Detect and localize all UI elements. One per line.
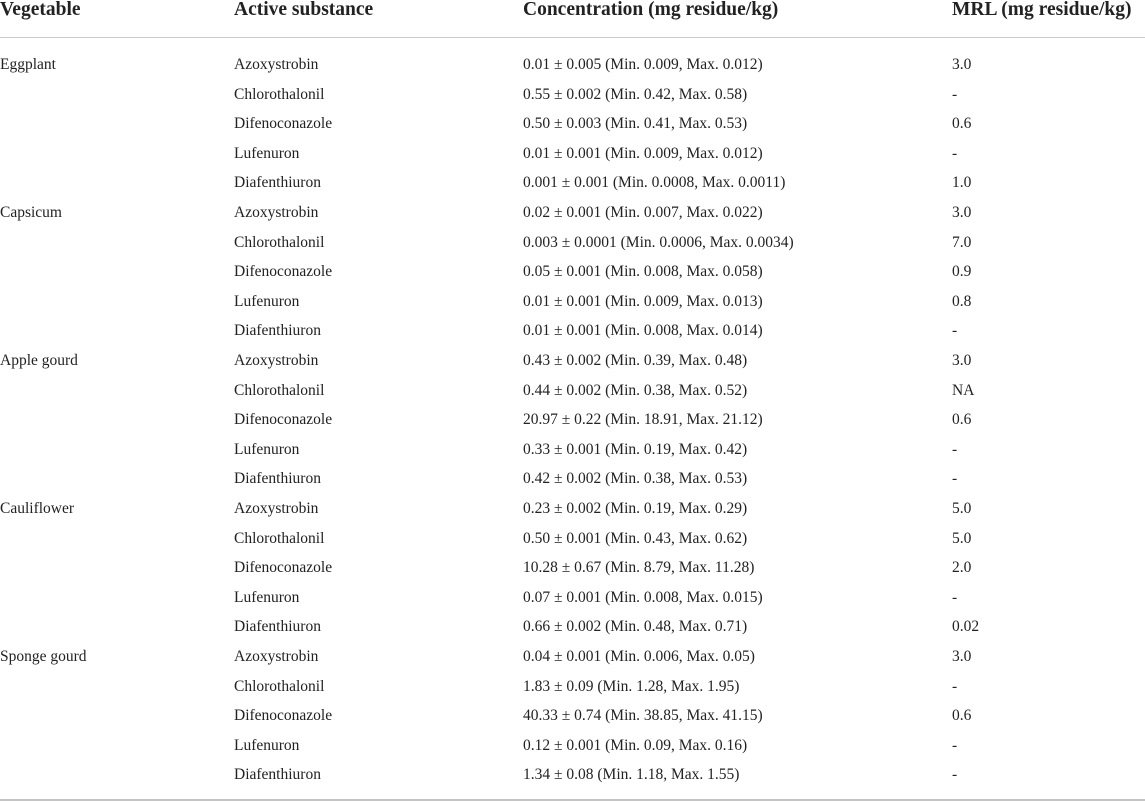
cell-concentration: 0.33 ± 0.001 (Min. 0.19, Max. 0.42) [523, 440, 748, 458]
cell-active-substance: Lufenuron [234, 292, 300, 310]
table-row [0, 411, 1145, 441]
table-row [0, 352, 1145, 382]
cell-mrl: 2.0 [952, 559, 972, 577]
cell-active-substance: Diafenthiuron [234, 470, 321, 488]
cell-concentration: 0.01 ± 0.001 (Min. 0.009, Max. 0.013) [523, 292, 763, 310]
table-row [0, 382, 1145, 412]
table-row [0, 86, 1145, 116]
table-row [0, 618, 1145, 648]
table-row [0, 500, 1145, 530]
cell-mrl: 3.0 [952, 648, 972, 665]
cell-active-substance: Chlorothalonil [234, 529, 325, 547]
cell-mrl: 5.0 [952, 529, 972, 547]
cell-active-substance: Diafenthiuron [234, 618, 321, 636]
cell-mrl: 3.0 [952, 56, 972, 73]
table-row [0, 559, 1145, 589]
cell-concentration: 0.55 ± 0.002 (Min. 0.42, Max. 0.58) [523, 85, 748, 103]
cell-mrl: 7.0 [952, 233, 972, 251]
cell-active-substance: Azoxystrobin [234, 648, 319, 665]
cell-mrl: - [952, 588, 958, 606]
cell-mrl: - [952, 677, 958, 695]
cell-vegetable: Eggplant [0, 56, 56, 73]
header-mrl: MRL (mg residue/kg) [952, 0, 1132, 20]
cell-mrl: - [952, 440, 958, 458]
table-row [0, 115, 1145, 145]
cell-active-substance: Lufenuron [234, 736, 300, 754]
cell-concentration: 0.66 ± 0.002 (Min. 0.48, Max. 0.71) [523, 618, 748, 636]
cell-concentration: 0.01 ± 0.001 (Min. 0.008, Max. 0.014) [523, 322, 763, 340]
cell-active-substance: Azoxystrobin [234, 500, 319, 517]
cell-concentration: 0.02 ± 0.001 (Min. 0.007, Max. 0.022) [523, 204, 763, 221]
cell-mrl: 1.0 [952, 174, 972, 192]
cell-mrl: 0.02 [952, 618, 980, 636]
table-row [0, 293, 1145, 323]
cell-concentration: 0.04 ± 0.001 (Min. 0.006, Max. 0.05) [523, 648, 755, 665]
cell-mrl: 0.8 [952, 292, 972, 310]
cell-mrl: 3.0 [952, 204, 972, 221]
cell-active-substance: Difenoconazole [234, 559, 333, 577]
header-vegetable: Vegetable [0, 0, 81, 20]
cell-active-substance: Lufenuron [234, 144, 300, 162]
table-row [0, 322, 1145, 352]
table-header [0, 0, 1145, 36]
cell-active-substance: Chlorothalonil [234, 233, 325, 251]
table-row [0, 56, 1145, 86]
table-row [0, 234, 1145, 264]
cell-mrl: - [952, 85, 958, 103]
cell-concentration: 1.83 ± 0.09 (Min. 1.28, Max. 1.95) [523, 677, 740, 695]
cell-vegetable: Apple gourd [0, 352, 78, 369]
cell-mrl: 3.0 [952, 352, 972, 369]
cell-active-substance: Diafenthiuron [234, 766, 321, 784]
cell-mrl: - [952, 766, 958, 784]
table-row [0, 707, 1145, 737]
cell-active-substance: Azoxystrobin [234, 352, 319, 369]
cell-active-substance: Diafenthiuron [234, 174, 321, 192]
cell-active-substance: Difenoconazole [234, 115, 333, 133]
cell-mrl: - [952, 144, 958, 162]
cell-mrl: 0.6 [952, 115, 972, 133]
cell-concentration: 20.97 ± 0.22 (Min. 18.91, Max. 21.12) [523, 411, 763, 429]
cell-concentration: 0.05 ± 0.001 (Min. 0.008, Max. 0.058) [523, 263, 763, 281]
header-active-substance: Active substance [234, 0, 374, 20]
cell-active-substance: Difenoconazole [234, 411, 333, 429]
cell-concentration: 0.42 ± 0.002 (Min. 0.38, Max. 0.53) [523, 470, 748, 488]
table-row [0, 648, 1145, 678]
cell-vegetable: Cauliflower [0, 500, 75, 517]
table-row [0, 204, 1145, 234]
cell-concentration: 0.07 ± 0.001 (Min. 0.008, Max. 0.015) [523, 588, 763, 606]
table-row [0, 263, 1145, 293]
cell-concentration: 0.43 ± 0.002 (Min. 0.39, Max. 0.48) [523, 352, 748, 369]
cell-active-substance: Chlorothalonil [234, 677, 325, 695]
cell-mrl: 0.9 [952, 263, 972, 281]
cell-mrl: - [952, 470, 958, 488]
cell-active-substance: Diafenthiuron [234, 322, 321, 340]
cell-vegetable: Sponge gourd [0, 648, 87, 665]
cell-active-substance: Chlorothalonil [234, 85, 325, 103]
table-row [0, 678, 1145, 708]
table-row [0, 470, 1145, 500]
cell-concentration: 0.01 ± 0.005 (Min. 0.009, Max. 0.012) [523, 56, 763, 73]
cell-active-substance: Chlorothalonil [234, 381, 325, 399]
cell-concentration: 1.34 ± 0.08 (Min. 1.18, Max. 1.55) [523, 766, 740, 784]
cell-concentration: 0.50 ± 0.001 (Min. 0.43, Max. 0.62) [523, 529, 748, 547]
cell-concentration: 0.01 ± 0.001 (Min. 0.009, Max. 0.012) [523, 144, 763, 162]
cell-active-substance: Azoxystrobin [234, 204, 319, 221]
cell-concentration: 0.12 ± 0.001 (Min. 0.09, Max. 0.16) [523, 736, 748, 754]
cell-concentration: 0.44 ± 0.002 (Min. 0.38, Max. 0.52) [523, 381, 748, 399]
cell-concentration: 0.50 ± 0.003 (Min. 0.41, Max. 0.53) [523, 115, 748, 133]
cell-mrl: 0.6 [952, 707, 972, 725]
header-divider [0, 37, 1145, 38]
table-row [0, 737, 1145, 767]
cell-mrl: - [952, 322, 958, 340]
cell-concentration: 0.23 ± 0.002 (Min. 0.19, Max. 0.29) [523, 500, 748, 517]
cell-mrl: NA [952, 381, 975, 399]
cell-vegetable: Capsicum [0, 204, 62, 221]
cell-concentration: 0.003 ± 0.0001 (Min. 0.0006, Max. 0.0034) [523, 233, 794, 251]
table-row [0, 530, 1145, 560]
cell-active-substance: Lufenuron [234, 588, 300, 606]
cell-active-substance: Difenoconazole [234, 263, 333, 281]
table-row [0, 174, 1145, 204]
cell-mrl: 5.0 [952, 500, 972, 517]
cell-active-substance: Lufenuron [234, 440, 300, 458]
table-row [0, 441, 1145, 471]
cell-mrl: 0.6 [952, 411, 972, 429]
header-concentration: Concentration (mg residue/kg) [523, 0, 779, 20]
table-row [0, 589, 1145, 619]
cell-concentration: 0.001 ± 0.001 (Min. 0.0008, Max. 0.0011) [523, 174, 786, 192]
cell-active-substance: Azoxystrobin [234, 56, 319, 73]
cell-concentration: 10.28 ± 0.67 (Min. 8.79, Max. 11.28) [523, 559, 755, 577]
table-row [0, 145, 1145, 175]
cell-concentration: 40.33 ± 0.74 (Min. 38.85, Max. 41.15) [523, 707, 763, 725]
table-row [0, 766, 1145, 796]
cell-mrl: - [952, 736, 958, 754]
cell-active-substance: Difenoconazole [234, 707, 333, 725]
